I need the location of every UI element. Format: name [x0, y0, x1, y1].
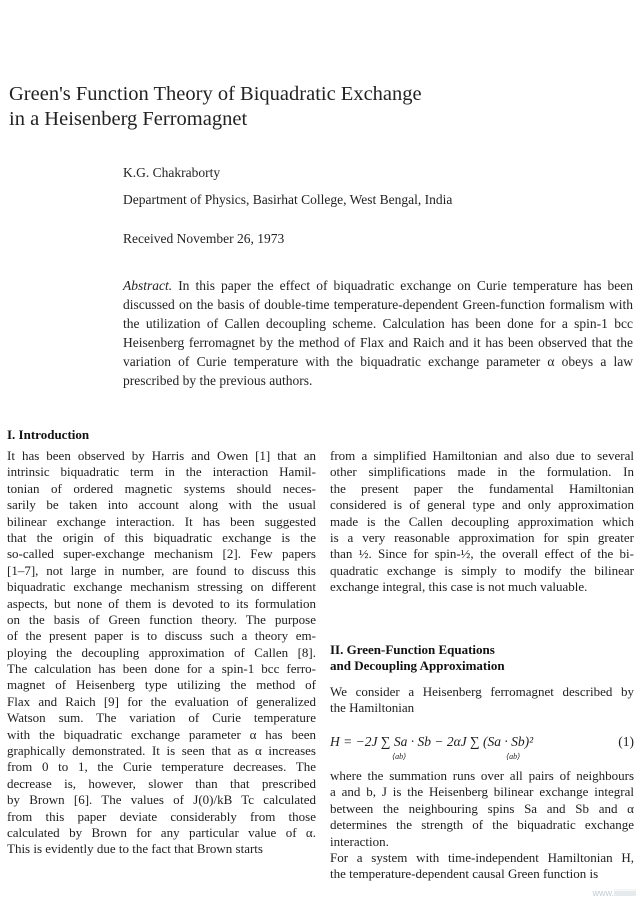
introduction-line: calculated by Brown for any particular value of α. — [7, 824, 316, 840]
introduction-continued-line: than ½. Since for spin-½, the overall effect of the bi- — [330, 546, 634, 562]
introduction-line: tonian of ordered magnetic systems should neces- — [7, 480, 316, 496]
section-2-body-line: determines the strength of the biquadratic exchange — [330, 817, 634, 833]
section-2-body-line: interaction. — [330, 833, 389, 849]
section-2-body-line: the temperature-dependent causal Green function is — [330, 866, 599, 882]
watermark: www.iiiiiiiiiii — [592, 888, 636, 898]
introduction-line: so-called super-exchange mechanism [2]. Few papers — [7, 546, 316, 562]
section-2-body-line: For a system with time-independent Hamiltonian H, — [330, 849, 634, 865]
introduction-continued-line: from a simplified Hamiltonian and also due to several — [330, 448, 634, 463]
introduction-line: from this paper deviate considerably from those — [7, 808, 316, 824]
equation-number: (1) — [618, 734, 634, 749]
author: K.G. Chakraborty — [123, 165, 221, 180]
equation-sum-index-2: ⟨ab⟩ — [506, 752, 521, 761]
abstract-label: Abstract. — [123, 278, 173, 293]
section-2-intro-line: We consider a Heisenberg ferromagnet described by — [330, 684, 634, 699]
abstract-body: In this paper the effect of biquadratic exchange on Curie temperature has been discussed on the basis of double-time temperature-dependent Green-function formalism with the utilization of Callen decoupling scheme. Calculation has been done for a spin-1 bcc Heisenberg ferromagnet by the method of Flax and Raich and it has been observed that the variation of Curie temperature with the biquadratic exchange parameter α obeys a law prescribed by the previous authors. — [123, 278, 633, 388]
introduction-column — [7, 448, 316, 858]
abstract — [123, 276, 633, 390]
introduction-line: graphically demonstrated. It is seen that as α increases — [7, 743, 316, 759]
introduction-line: intrinsic biquadratic term in the interaction Hamil- — [7, 464, 316, 480]
equation-body: H = −2J ∑ Sa · Sb − 2αJ ∑ (Sa · Sb)² — [330, 734, 534, 749]
title-line-1: Green's Function Theory of Biquadratic Exchange — [9, 83, 422, 105]
introduction-line: from 0 to 1, the Curie temperature decreases. The — [7, 759, 316, 775]
paper-title — [9, 82, 609, 132]
introduction-line: aspects, but none of them is devoted to its formulation — [7, 595, 316, 611]
section-2-body-line: a and b, J is the Heisenberg bilinear exchange integral — [330, 784, 634, 800]
section-2-heading-line-2: and Decoupling Approximation — [330, 658, 505, 673]
received-date: Received November 26, 1973 — [123, 231, 285, 246]
introduction-line: ploying the decoupling approximation of Callen [8]. — [7, 644, 316, 660]
section-2-body-line: where the summation runs over all pairs of neighbours — [330, 768, 634, 783]
introduction-line: [1–7], not large in number, are found to discuss this — [7, 562, 316, 578]
introduction-continued-line: made is the Callen decoupling approximation which — [330, 513, 634, 529]
introduction-continued-line: considered is of general type and only approximation — [330, 497, 634, 513]
introduction-line: The calculation has been done for a spin-1 bcc ferro- — [7, 661, 316, 677]
introduction-line: bilinear exchange interaction. It has been suggested — [7, 513, 316, 529]
introduction-line: It has been observed by Harris and Owen [1] that an — [7, 448, 316, 463]
introduction-line: sarily be taken into account along with the usual — [7, 497, 316, 513]
introduction-line: Flax and Raich [9] for the evaluation of generalized — [7, 693, 316, 709]
introduction-line: Watson sum. The variation of Curie temperature — [7, 710, 316, 726]
introduction-line: This is evidently due to the fact that Brown starts — [7, 841, 263, 857]
introduction-line: magnet of Heisenberg type utilizing the method of — [7, 677, 316, 693]
section-2-heading-line-1: II. Green-Function Equations — [330, 642, 495, 657]
introduction-line: biquadratic exchange mechanism stressing on different — [7, 579, 316, 595]
section-2-body-line: between the neighbouring spins Sa and Sb and α — [330, 800, 634, 816]
introduction-line: on the basis of Green function theory. The purpose — [7, 611, 316, 627]
equation-1 — [330, 730, 634, 760]
section-2-intro — [330, 684, 634, 717]
introduction-line: by Brown [6]. The values of J(0)/kB Tc calculated — [7, 792, 316, 808]
affiliation: Department of Physics, Basirhat College, West Bengal, India — [123, 192, 453, 207]
section-1-heading: I. Introduction — [7, 427, 90, 442]
introduction-continued-line: exchange integral, this case is not much valuable. — [330, 579, 588, 595]
introduction-continued-line: quadratic exchange is simply to modify the bilinear — [330, 562, 634, 578]
introduction-continued-line: other simplifications made in the formulation. In — [330, 464, 634, 480]
section-2-body — [330, 768, 634, 883]
introduction-line: that the origin of this biquadratic exchange is the — [7, 529, 316, 545]
section-2-heading — [330, 642, 505, 674]
introduction-line: of the present paper is to discuss such a theory em- — [7, 628, 316, 644]
introduction-continued-line: the present paper the fundamental Hamiltonian — [330, 480, 634, 496]
section-2-intro-line: the Hamiltonian — [330, 700, 415, 716]
introduction-continued — [330, 448, 634, 596]
introduction-continued-line: is a very reasonable approximation for spin greater — [330, 529, 634, 545]
introduction-line: with the biquadratic exchange parameter α has been — [7, 726, 316, 742]
title-line-2: in a Heisenberg Ferromagnet — [9, 108, 248, 130]
introduction-line: decrease is, however, slower than that prescribed — [7, 775, 316, 791]
equation-sum-index-1: ⟨ab⟩ — [392, 752, 407, 761]
